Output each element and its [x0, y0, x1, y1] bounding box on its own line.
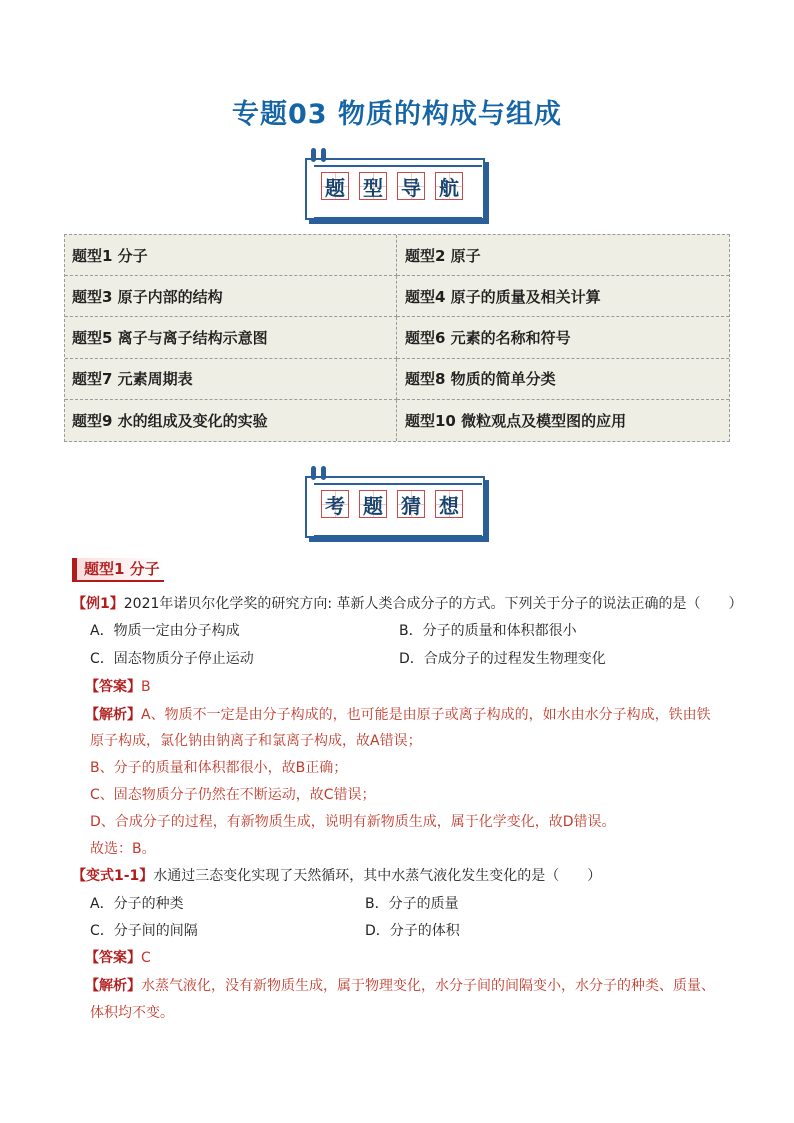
analysis-line: 原子构成，氯化钠由钠离子和氯离子构成，故A错误； — [90, 733, 422, 749]
variant-tag: 【变式1-1】 — [72, 868, 154, 884]
option-b: B．分子的质量 — [365, 896, 459, 912]
banner-char: 题 — [359, 490, 387, 518]
answer-value: B — [141, 679, 151, 695]
option-d: D．合成分子的过程发生物理变化 — [399, 651, 606, 667]
banner-char: 导 — [397, 172, 425, 200]
banner-char: 想 — [435, 490, 463, 518]
nav-item[interactable]: 题型10 微粒观点及模型图的应用 — [405, 411, 627, 430]
nav-item[interactable]: 题型3 原子内部的结构 — [65, 276, 397, 317]
nav-item[interactable]: 题型7 元素周期表 — [65, 359, 397, 400]
guess-banner — [305, 476, 491, 544]
banner-char: 题 — [321, 172, 349, 200]
page-title: 专题03 物质的构成与组成 — [232, 99, 562, 130]
banner-char: 猜 — [397, 490, 425, 518]
analysis-line: 体积均不变。 — [90, 1005, 174, 1021]
answer-tag: 【答案】 — [85, 679, 141, 695]
banner-char: 考 — [321, 490, 349, 518]
option-d: D．分子的体积 — [365, 923, 460, 939]
pin-icon — [321, 466, 326, 480]
nav-item[interactable]: 题型2 原子 — [397, 235, 729, 276]
option-c: C．分子间的间隔 — [90, 923, 198, 939]
analysis-text: 水蒸气液化，没有新物质生成，属于物理变化，水分子间的间隔变小，水分子的种类、质量、 — [141, 978, 715, 994]
option-b: B．分子的质量和体积都很小 — [399, 623, 577, 639]
example-question-text: 2021年诺贝尔化学奖的研究方向: 革新人类合成分子的方式。下列关于分子的说法正确的是（ ） — [123, 596, 743, 612]
analysis-tag: 【解析】 — [85, 978, 141, 994]
section-heading: 题型1 分子 — [72, 558, 164, 582]
analysis-line: D、合成分子的过程，有新物质生成，说明有新物质生成，属于化学变化，故D错误。 — [90, 814, 616, 830]
example-tag: 【例1】 — [72, 596, 124, 612]
analysis-line: C、固态物质分子仍然在不断运动，故C错误； — [90, 787, 376, 803]
variant-question-text: 水通过三态变化实现了天然循环，其中水蒸气液化发生变化的是（ ） — [153, 868, 602, 884]
option-c: C．固态物质分子停止运动 — [90, 651, 254, 667]
banner-char: 型 — [359, 172, 387, 200]
pin-icon — [311, 148, 316, 162]
nav-item[interactable]: 题型6 元素的名称和符号 — [397, 317, 729, 358]
nav-item[interactable]: 题型4 原子的质量及相关计算 — [397, 276, 729, 317]
analysis-text: A、物质不一定是由分子构成的，也可能是由原子或离子构成的，如水由水分子构成，铁由铁 — [141, 707, 711, 723]
analysis-line — [85, 705, 711, 725]
answer-value: C — [141, 950, 151, 966]
analysis-line: B、分子的质量和体积都很小，故B正确； — [90, 760, 348, 776]
nav-item[interactable]: 题型5 离子与离子结构示意图 — [65, 317, 397, 358]
nav-item[interactable]: 题型9 水的组成及变化的实验 — [65, 400, 397, 441]
analysis-line — [85, 976, 715, 996]
option-a: A．物质一定由分子构成 — [90, 623, 240, 639]
answer-line — [85, 948, 151, 968]
answer-tag: 【答案】 — [85, 950, 141, 966]
nav-item[interactable]: 题型1 分子 — [65, 235, 397, 276]
pin-icon — [311, 466, 316, 480]
analysis-tag: 【解析】 — [85, 707, 141, 723]
answer-line — [85, 677, 151, 697]
nav-item[interactable]: 题型8 物质的简单分类 — [397, 359, 729, 400]
variant-question — [72, 866, 601, 886]
banner-char: 航 — [435, 172, 463, 200]
example-question — [72, 594, 743, 614]
option-a: A．分子的种类 — [90, 896, 184, 912]
topic-nav-table — [64, 234, 730, 442]
pin-icon — [321, 148, 326, 162]
conclusion-line: 故选：B。 — [90, 841, 156, 857]
nav-banner — [305, 158, 491, 226]
